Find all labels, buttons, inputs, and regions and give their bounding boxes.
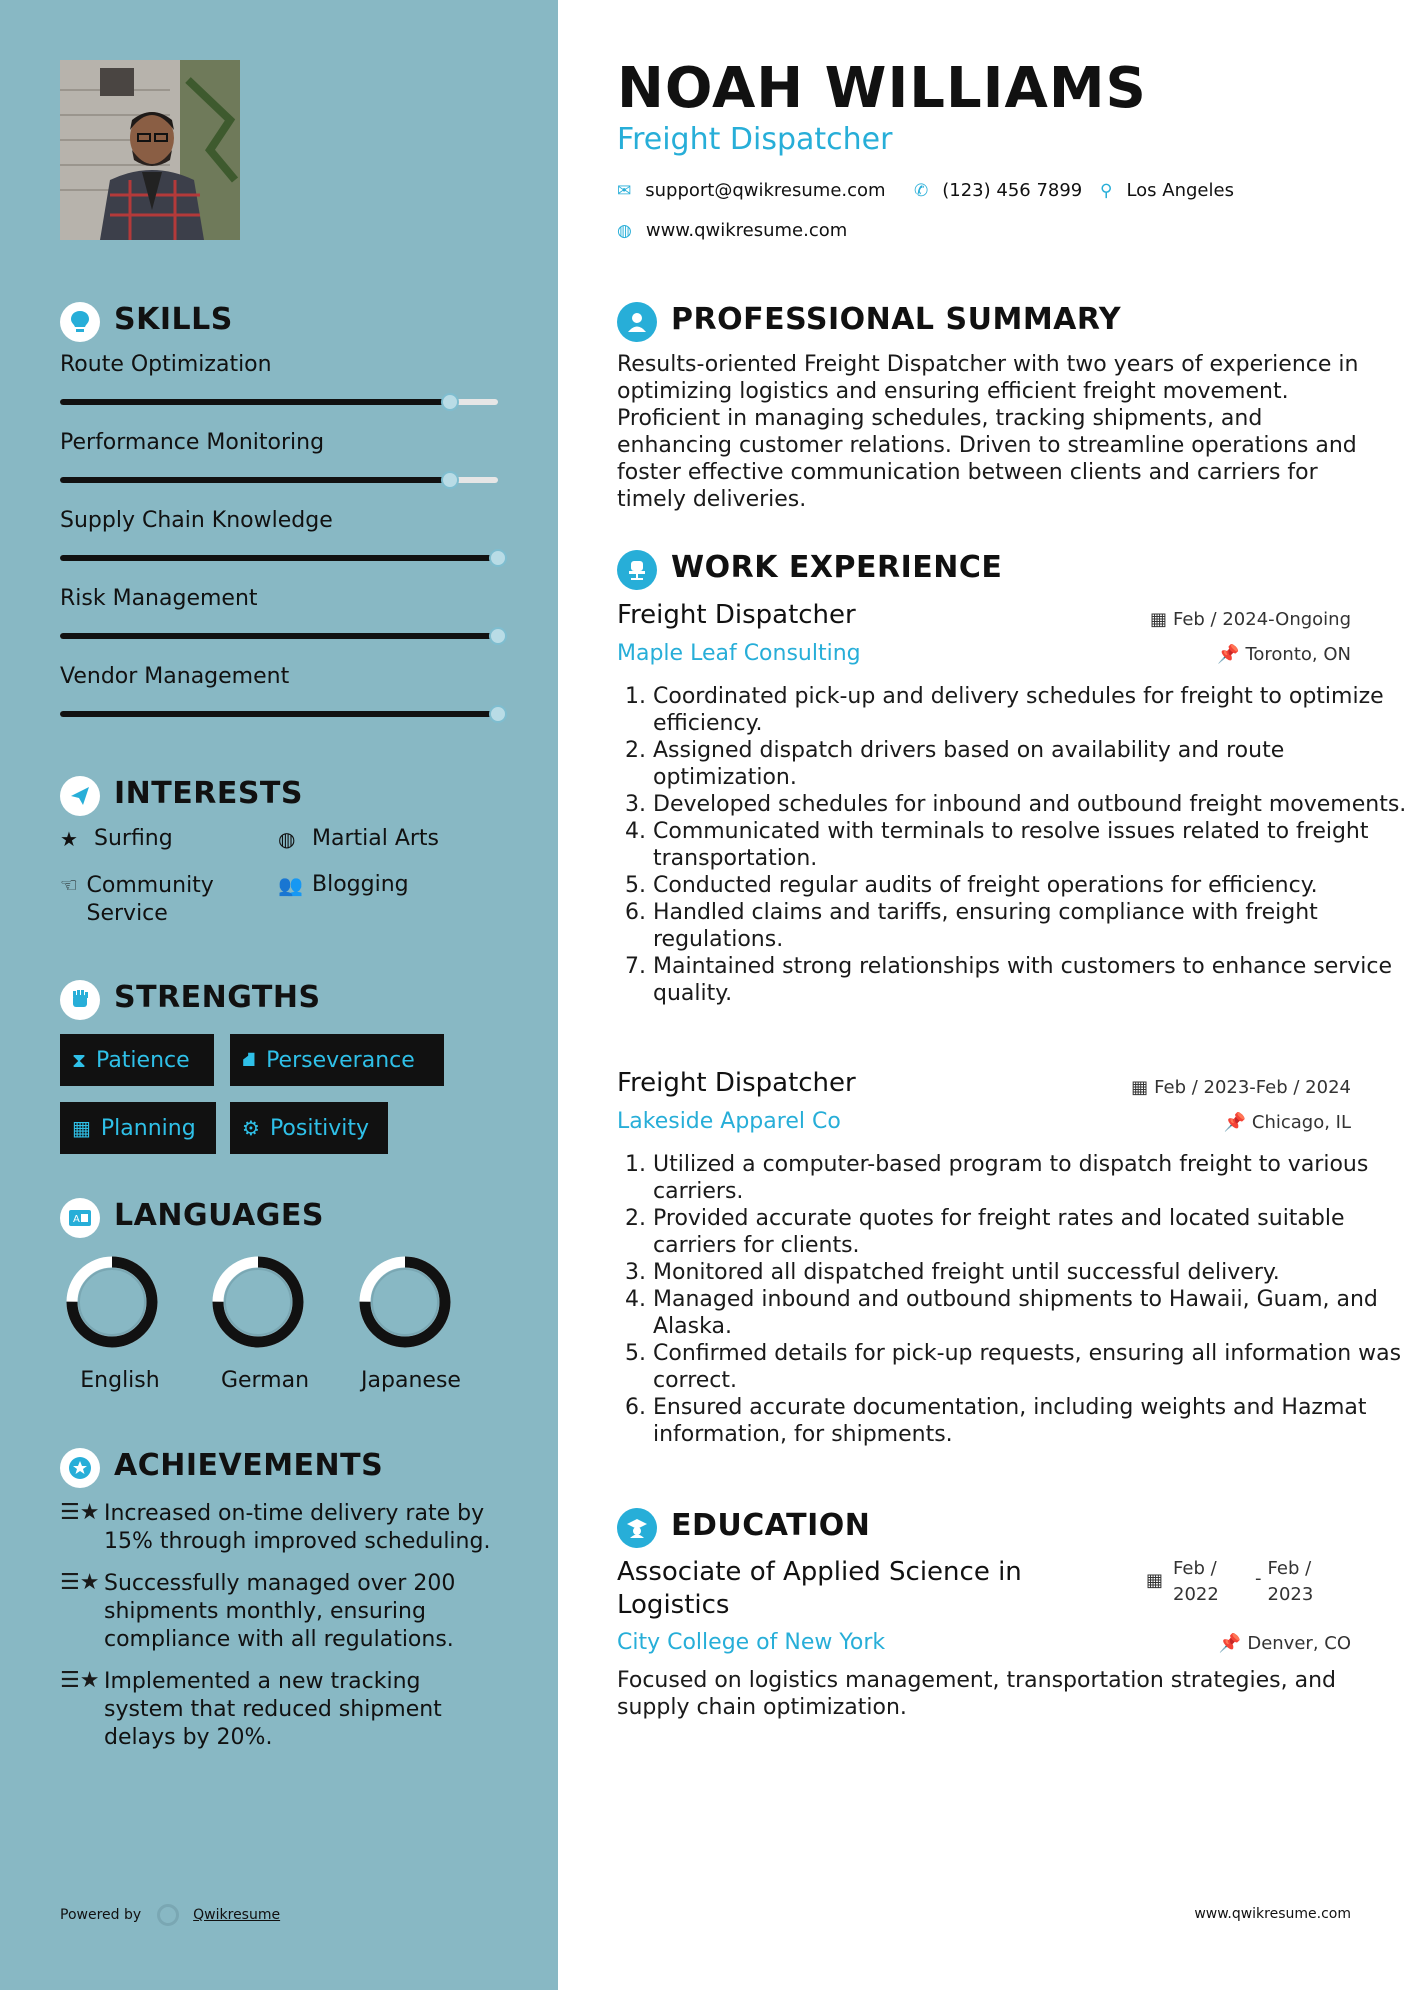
calendar-icon: ▦ <box>1149 609 1167 630</box>
strength-label: Planning <box>100 1115 196 1141</box>
language-ring-inner <box>372 1269 438 1335</box>
education-end: Feb / 2023 <box>1267 1558 1314 1605</box>
languages-rings <box>0 1250 558 1360</box>
language-ring-inner <box>225 1269 291 1335</box>
job-location <box>1223 1112 1351 1133</box>
experience-title: WORK EXPERIENCE <box>671 550 1003 585</box>
duty-item: 6. Handled claims and tariffs, ensuring compliance with freight regulations. <box>653 899 1407 953</box>
experience-section-icon <box>617 550 657 590</box>
strengths-section-icon <box>60 980 100 1020</box>
office-chair-icon <box>626 559 648 581</box>
skill-name: Risk Management <box>60 586 258 611</box>
hand-icon: ☜ <box>60 873 78 897</box>
badge-star-icon <box>68 1456 92 1480</box>
job-dates-text: Feb / 2024-Ongoing <box>1172 609 1351 630</box>
skill-level-track <box>60 633 498 639</box>
interests-title: INTERESTS <box>114 776 303 811</box>
achievements-title: ACHIEVEMENTS <box>114 1448 384 1483</box>
degree-title: Associate of Applied Science in Logistics <box>617 1557 1022 1620</box>
summary-title: PROFESSIONAL SUMMARY <box>671 302 1122 337</box>
job-dates <box>1150 609 1351 630</box>
job-duties <box>617 683 1407 1007</box>
job-title: Freight Dispatcher <box>617 600 856 630</box>
job-company: Lakeside Apparel Co <box>617 1109 841 1134</box>
pushpin-icon: 📌 <box>1223 1112 1246 1133</box>
skill-level-track <box>60 399 498 405</box>
calendar-icon: ▦ <box>1131 1077 1149 1098</box>
language-label-german: German <box>220 1368 310 1393</box>
language-label-japanese: Japanese <box>361 1368 461 1393</box>
skill-level-fill <box>60 399 450 405</box>
skills-title: SKILLS <box>114 302 233 337</box>
strength-patience <box>60 1034 214 1086</box>
skill-level-track <box>60 555 498 561</box>
sidebar <box>0 0 558 1990</box>
job-location <box>1217 644 1351 665</box>
achievement-text: Successfully managed over 200 shipments monthly, ensuring compliance with all regulations. <box>104 1571 456 1652</box>
language-ring-inner <box>79 1269 145 1335</box>
job-location-text: Toronto, ON <box>1245 644 1351 665</box>
interests-section-icon <box>60 776 100 816</box>
envelope-icon: ✉ <box>617 180 632 201</box>
job-duties <box>617 1151 1407 1448</box>
qwikresume-logo-icon <box>157 1904 179 1926</box>
skill-level-fill <box>60 711 498 717</box>
star-icon: ★ <box>60 827 78 851</box>
contact-email[interactable] <box>617 180 886 201</box>
strength-label: Positivity <box>269 1115 369 1141</box>
skill-name: Performance Monitoring <box>60 430 325 455</box>
contact-website[interactable] <box>617 220 847 241</box>
education-dates <box>1146 1556 1328 1608</box>
candidate-role: Freight Dispatcher <box>617 122 893 157</box>
duty-item: 3. Monitored all dispatched freight until successful delivery. <box>653 1259 1407 1286</box>
location-text: Los Angeles <box>1126 180 1234 201</box>
trophy-star-icon: ☰★ <box>60 1668 100 1693</box>
phone-text: (123) 456 7899 <box>942 180 1083 201</box>
graduate-icon <box>626 1517 648 1539</box>
job-company: Maple Leaf Consulting <box>617 641 861 666</box>
skill-level-fill <box>60 633 498 639</box>
pushpin-icon: 📌 <box>1218 1633 1242 1654</box>
strength-planning <box>60 1102 216 1154</box>
duty-item: 2. Provided accurate quotes for freight rates and located suitable carriers for clients. <box>653 1205 1407 1259</box>
date-separator: - <box>1255 1568 1262 1589</box>
phone-icon: ✆ <box>914 180 929 201</box>
duty-item: 1. Coordinated pick-up and delivery schedules for freight to optimize efficiency. <box>653 683 1407 737</box>
skill-level-knob <box>489 705 507 723</box>
duty-item: 5. Confirmed details for pick-up requests, ensuring all information was correct. <box>653 1340 1407 1394</box>
skill-level-track <box>60 477 498 483</box>
summary-section-icon <box>617 302 657 342</box>
interest-blogging <box>278 872 498 898</box>
achievement-item <box>60 1500 500 1556</box>
skill-level-knob <box>489 549 507 567</box>
contact-phone[interactable] <box>914 180 1082 201</box>
education-title: EDUCATION <box>671 1508 871 1543</box>
users-icon: 👥 <box>278 873 303 897</box>
strength-perseverance <box>230 1034 444 1086</box>
education-section-icon <box>617 1508 657 1548</box>
interest-label: Surfing <box>94 826 173 851</box>
trophy-star-icon: ☰★ <box>60 1500 100 1525</box>
interest-label: Blogging <box>312 872 409 897</box>
strength-label: Patience <box>96 1047 190 1073</box>
interest-surfing <box>60 826 260 852</box>
fist-icon <box>69 989 91 1011</box>
brand-link[interactable]: Qwikresume <box>193 1907 281 1923</box>
summary-text: Results-oriented Freight Dispatcher with two years of experience in optimizing logistics and ensuring efficient freight movement. Proficient in managing schedules, tracking shipments, and enhancing customer relations. Driven to streamline operations and foster effective communication between clients and carriers for timely deliveries. <box>617 352 1359 512</box>
hourglass-icon: ⧗ <box>72 1048 87 1072</box>
achievements-section-icon <box>60 1448 100 1488</box>
education-description: Focused on logistics management, transportation strategies, and supply chain optimization. <box>617 1668 1336 1720</box>
powered-by <box>60 1904 280 1926</box>
duty-item: 1. Utilized a computer-based program to dispatch freight to various carriers. <box>653 1151 1407 1205</box>
skill-level-fill <box>60 555 498 561</box>
skill-name: Vendor Management <box>60 664 290 689</box>
duty-item: 4. Communicated with terminals to resolve issues related to freight transportation. <box>653 818 1407 872</box>
website-text: www.qwikresume.com <box>645 220 848 241</box>
svg-text:A: A <box>73 1214 80 1225</box>
calendar-icon: ▦ <box>72 1116 91 1140</box>
pushpin-icon: 📌 <box>1217 644 1240 665</box>
skill-level-knob <box>441 393 459 411</box>
duty-item: 6. Ensured accurate documentation, including weights and Hazmat information, for shipments. <box>653 1394 1407 1448</box>
calendar-icon: ▦ <box>1146 1570 1164 1591</box>
job-dates <box>1131 1077 1351 1098</box>
email-text: support@qwikresume.com <box>645 180 886 201</box>
education-location-text: Denver, CO <box>1247 1633 1351 1654</box>
skills-section-icon <box>60 302 100 342</box>
powered-by-label: Powered by <box>60 1907 142 1923</box>
main-content <box>558 0 1407 1990</box>
education-start: Feb / 2022 <box>1173 1558 1219 1605</box>
job-location-text: Chicago, IL <box>1251 1112 1351 1133</box>
strength-label: Perseverance <box>266 1047 415 1073</box>
map-pin-icon: ⚲ <box>1100 180 1113 201</box>
achievement-text: Implemented a new tracking system that reduced shipment delays by 20%. <box>104 1669 442 1750</box>
candidate-name: NOAH WILLIAMS <box>617 56 1147 121</box>
languages-title: LANGUAGES <box>114 1198 324 1233</box>
job-title: Freight Dispatcher <box>617 1068 856 1098</box>
achievement-item <box>60 1668 500 1752</box>
gear-icon: ⚙ <box>242 1116 260 1140</box>
profile-photo <box>60 60 240 240</box>
interest-label: Martial Arts <box>312 826 440 851</box>
school-name: City College of New York <box>617 1630 886 1655</box>
duty-item: 4. Managed inbound and outbound shipments to Hawaii, Guam, and Alaska. <box>653 1286 1407 1340</box>
interest-community-service <box>60 872 240 928</box>
languages-section-icon <box>60 1198 100 1238</box>
skill-name: Route Optimization <box>60 352 272 377</box>
language-label-english: English <box>80 1368 160 1393</box>
road-icon: ⛘ <box>242 1046 257 1071</box>
trophy-star-icon: ☰★ <box>60 1570 100 1595</box>
duty-item: 2. Assigned dispatch drivers based on availability and route optimization. <box>653 737 1407 791</box>
skill-level-fill <box>60 477 450 483</box>
duty-item: 5. Conducted regular audits of freight operations for efficiency. <box>653 872 1407 899</box>
achievement-text: Increased on-time delivery rate by 15% through improved scheduling. <box>104 1501 491 1554</box>
job-dates-text: Feb / 2023-Feb / 2024 <box>1154 1077 1351 1098</box>
skill-level-knob <box>441 471 459 489</box>
globe-icon: ◍ <box>278 827 296 851</box>
paper-plane-icon <box>69 785 91 807</box>
achievement-item <box>60 1570 500 1654</box>
interest-label: Community Service <box>86 873 214 926</box>
strength-positivity <box>230 1102 388 1154</box>
globe-icon: ◍ <box>617 220 632 241</box>
interest-martial-arts <box>278 826 498 852</box>
lightbulb-icon <box>69 310 91 334</box>
duty-item: 7. Maintained strong relationships with customers to enhance service quality. <box>653 953 1407 1007</box>
skill-level-track <box>60 711 498 717</box>
contact-location <box>1100 180 1234 201</box>
education-location <box>1219 1633 1351 1654</box>
strengths-title: STRENGTHS <box>114 980 321 1015</box>
duty-item: 3. Developed schedules for inbound and outbound freight movements. <box>653 791 1407 818</box>
skill-name: Supply Chain Knowledge <box>60 508 333 533</box>
footer-url[interactable]: www.qwikresume.com <box>1194 1906 1351 1922</box>
translate-icon <box>68 1209 92 1227</box>
skill-level-knob <box>489 627 507 645</box>
user-icon <box>626 311 648 333</box>
